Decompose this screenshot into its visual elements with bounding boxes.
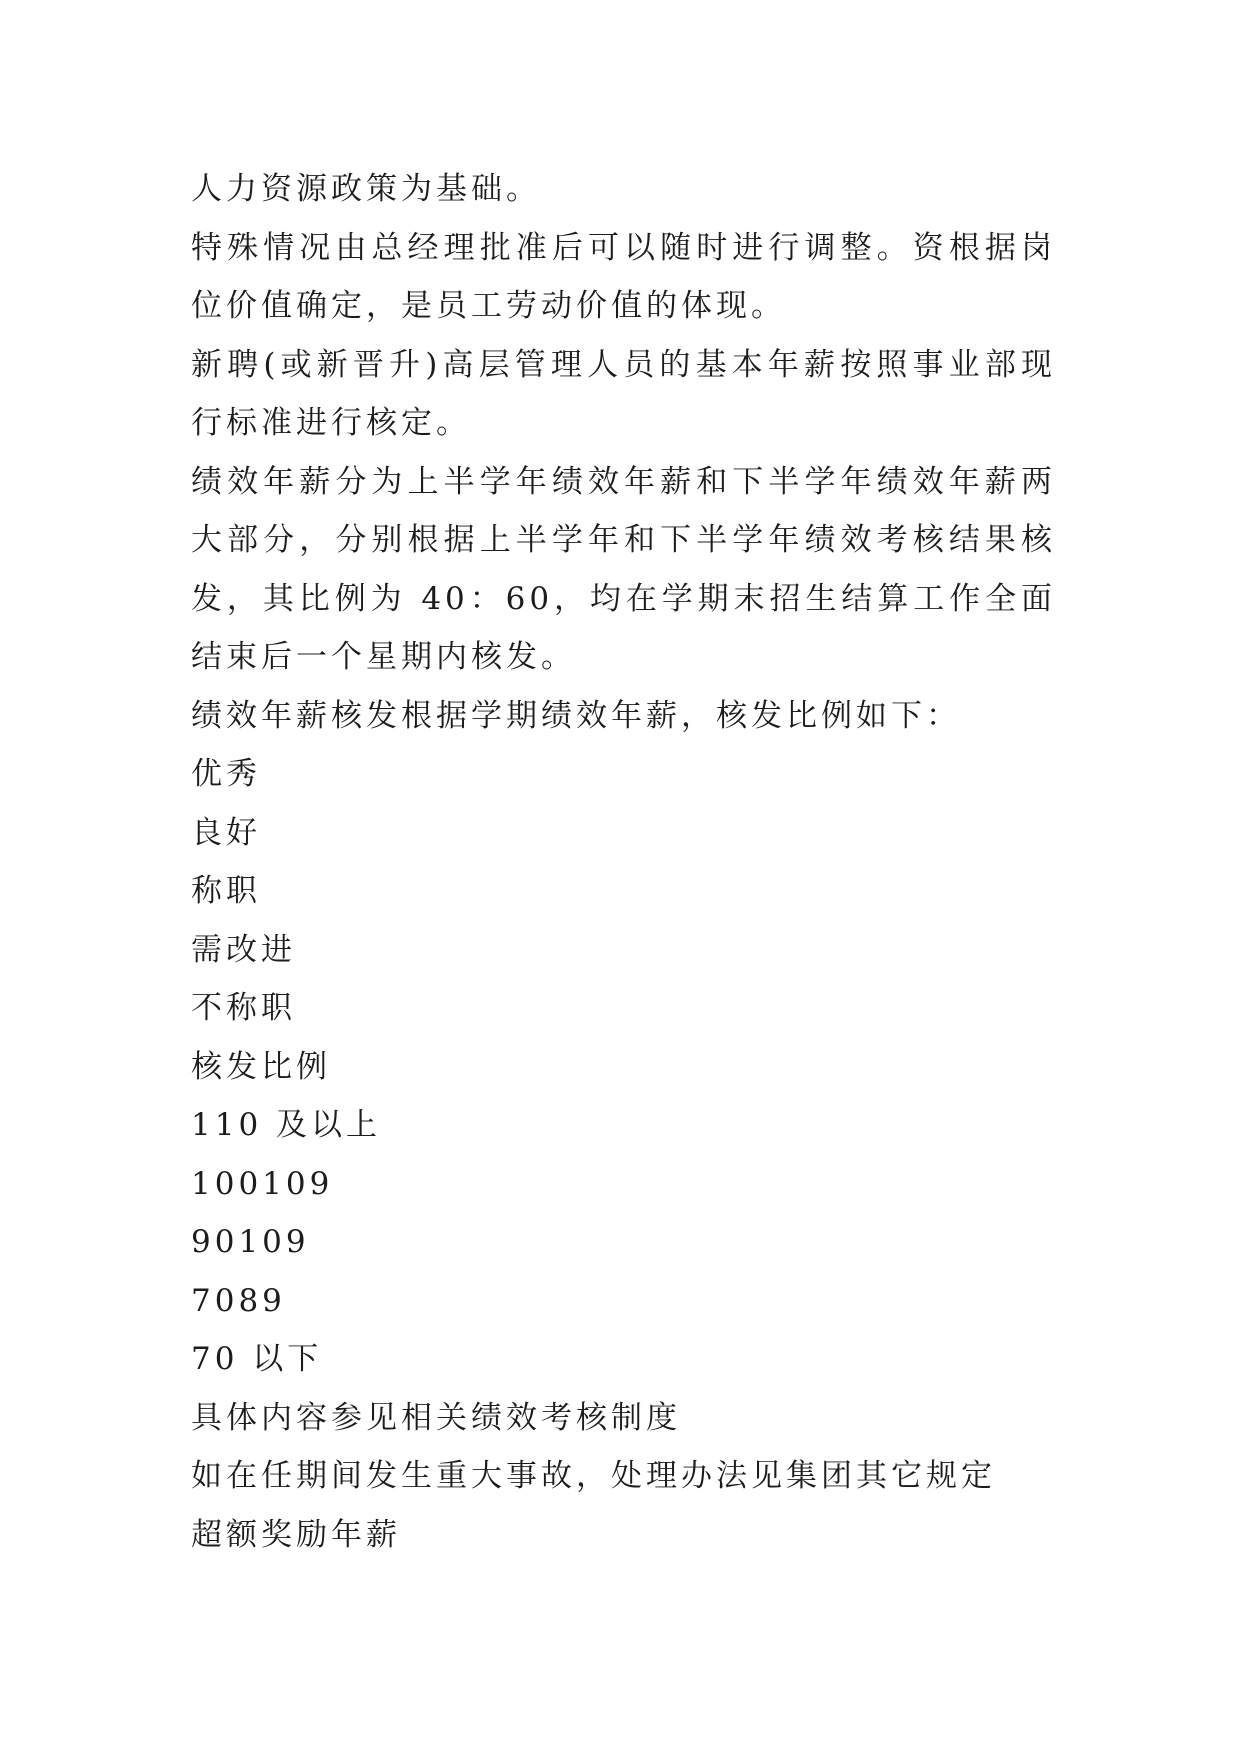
ratio-value: 7089 xyxy=(191,1282,286,1319)
grade-label: 称职 xyxy=(191,873,261,909)
ratio-value: 90109 xyxy=(191,1224,310,1260)
grade-label: 不称职 xyxy=(191,990,296,1026)
paragraph: 人力资源政策为基础。 xyxy=(191,171,541,207)
paragraph: 如在任期间发生重大事故，处理办法见集团其它规定 xyxy=(191,1458,996,1494)
paragraph: 具体内容参见相关绩效考核制度 xyxy=(191,1399,681,1436)
grade-label: 需改进 xyxy=(191,931,296,968)
paragraph: 超额奖励年薪 xyxy=(191,1516,401,1553)
grade-label: 良好 xyxy=(191,814,261,851)
paragraph: 绩效年薪分为上半学年绩效年薪和下半学年绩效年薪两大部分，分别根据上半学年和下半学年绩效考核结果核发，其比例为 40：60，均在学期末招生结算工作全面结束后一个星期内核发。 xyxy=(191,463,1056,675)
ratio-value: 110 及以上 xyxy=(191,1107,382,1143)
ratio-heading: 核发比例 xyxy=(191,1048,331,1085)
ratio-value: 100109 xyxy=(191,1165,334,1202)
document-body xyxy=(191,160,1056,1564)
paragraph: 特殊情况由总经理批准后可以随时进行调整。资根据岗位价值确定，是员工劳动价值的体现。 xyxy=(191,229,1056,324)
paragraph: 新聘(或新晋升)高层管理人员的基本年薪按照事业部现行标准进行核定。 xyxy=(191,346,1056,441)
paragraph: 绩效年薪核发根据学期绩效年薪，核发比例如下： xyxy=(191,697,961,734)
grade-label: 优秀 xyxy=(191,756,261,792)
ratio-value: 70 以下 xyxy=(191,1341,323,1377)
